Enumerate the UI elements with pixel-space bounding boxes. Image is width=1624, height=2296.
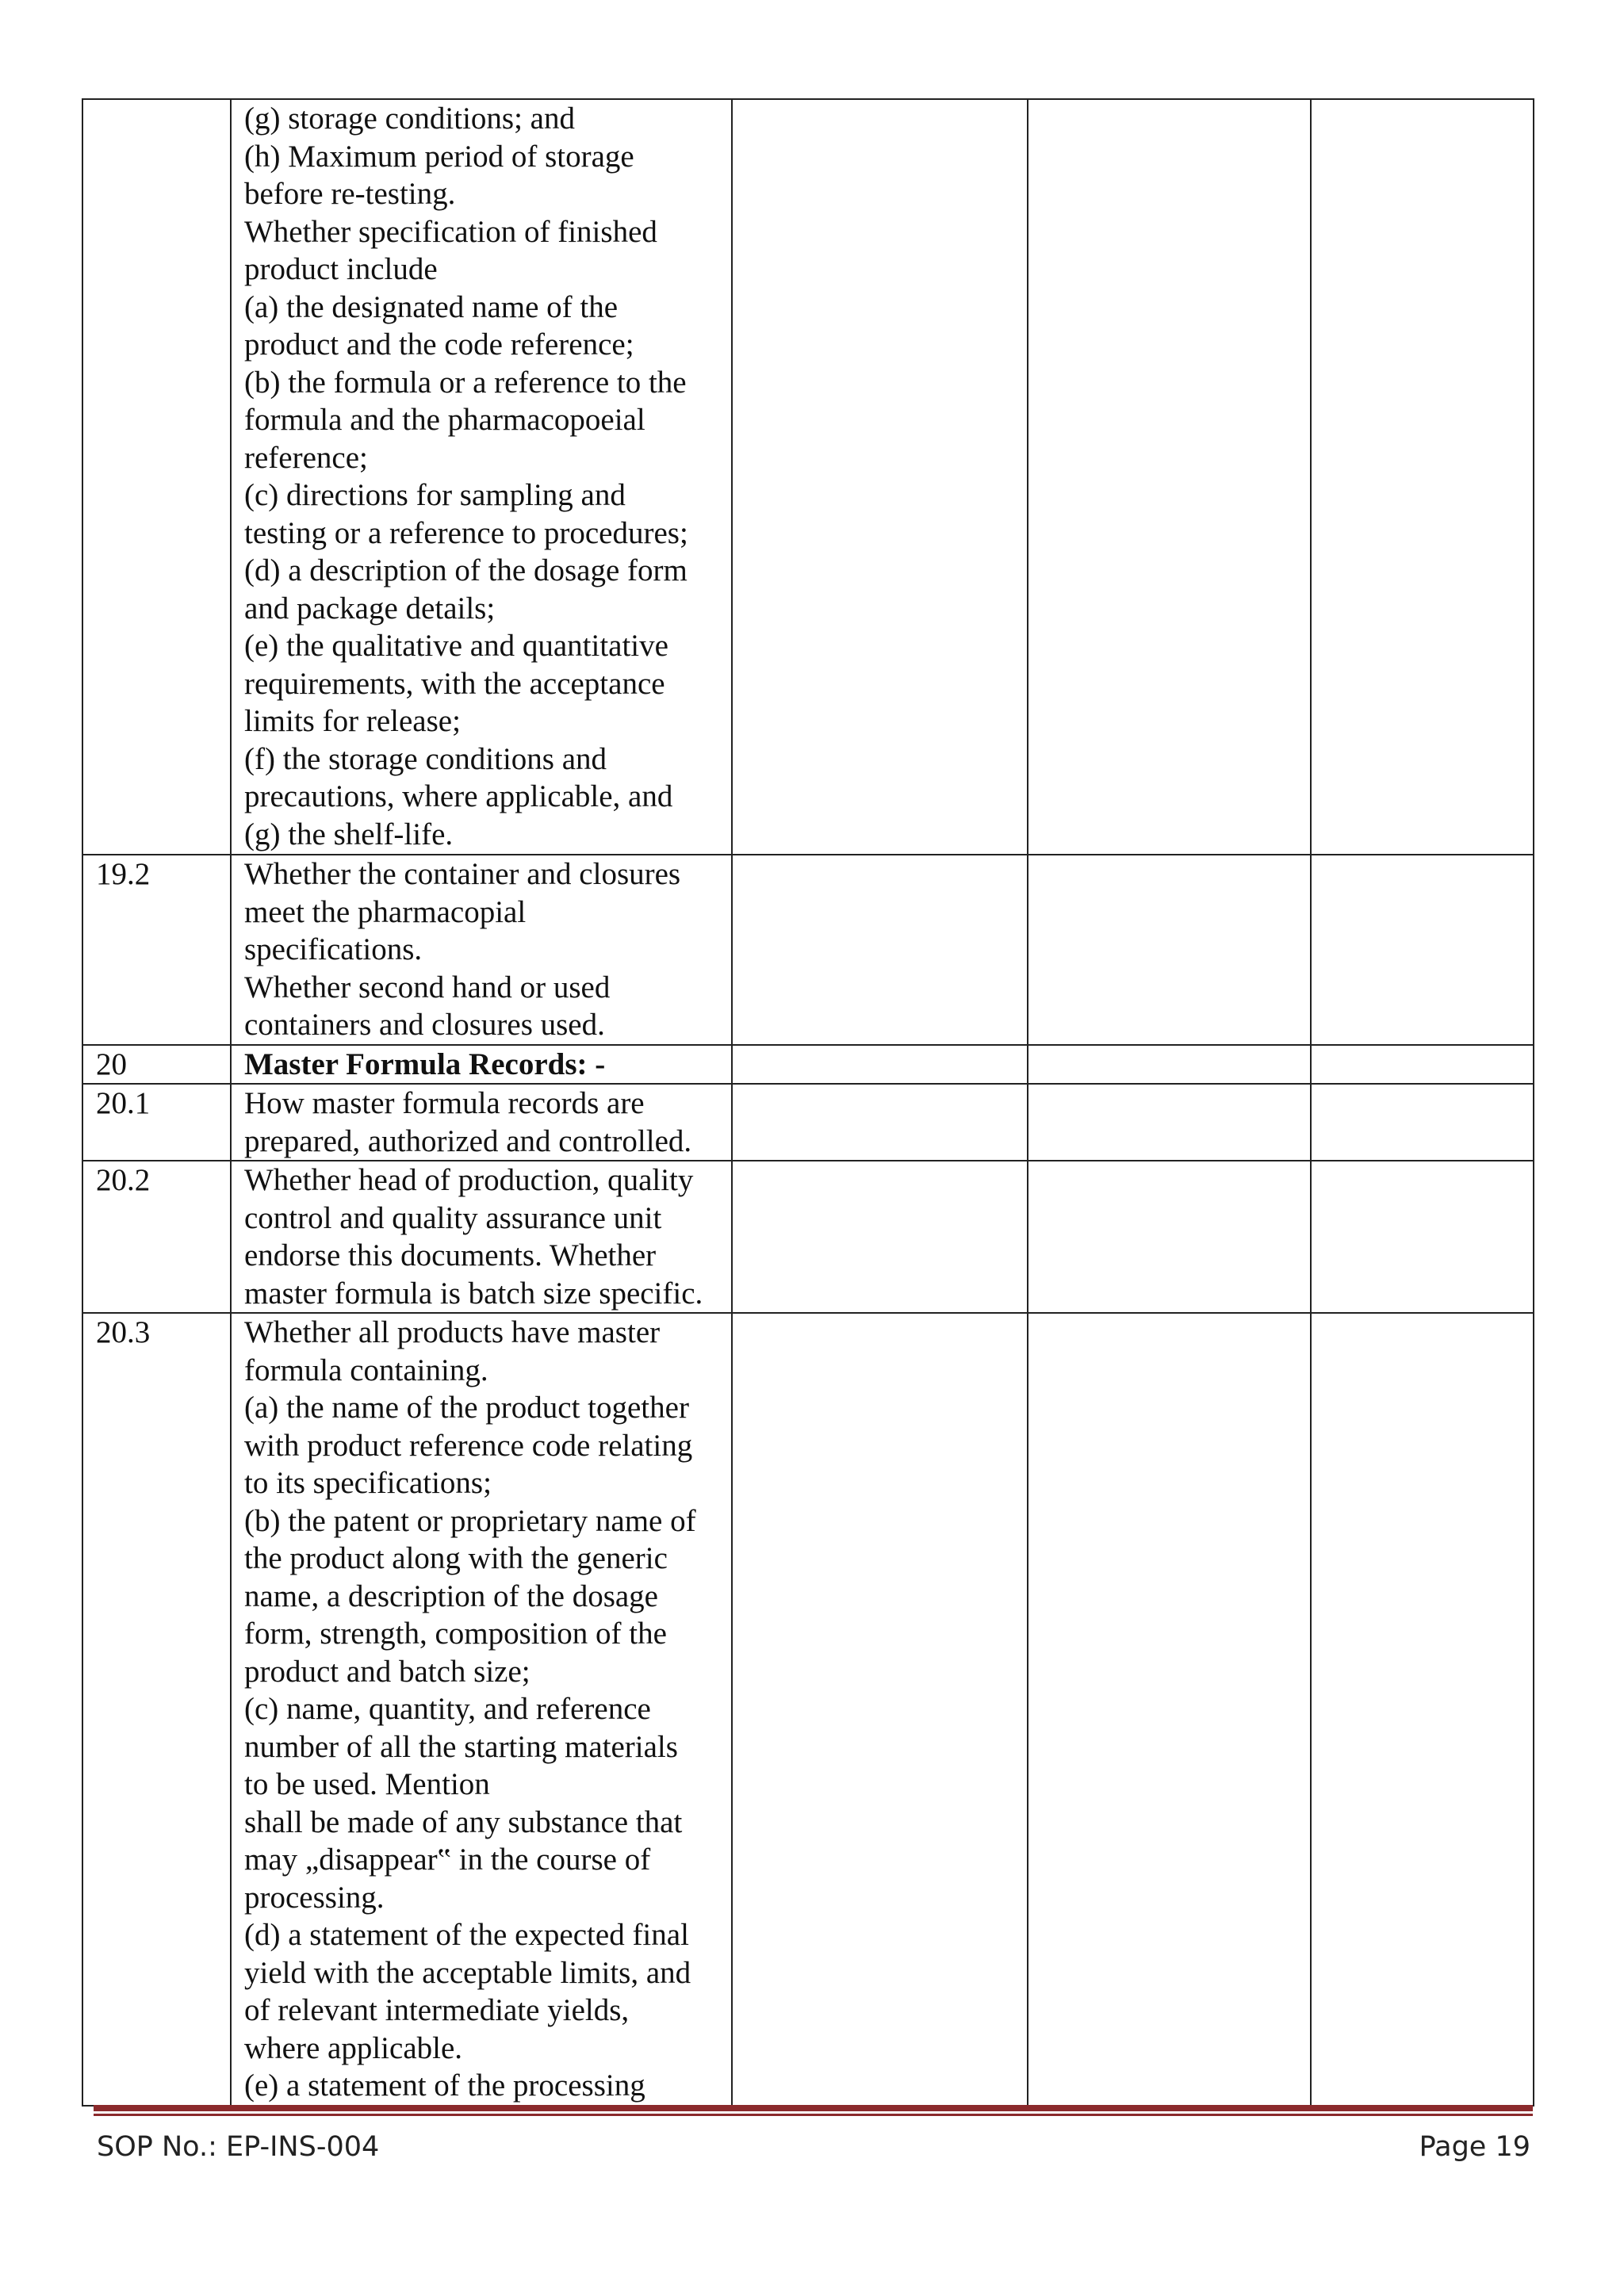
remarks-cell[interactable] (1028, 1313, 1311, 2106)
item-description-cell: Whether the container and closures meet the pharmacopial specifications. Whether second hand or used containers and closures used. (231, 855, 732, 1045)
table-row (82, 99, 1534, 855)
item-description-cell: Whether head of production, quality control and quality assurance unit endorse this documents. Whether master formula is batch size specific. (231, 1161, 732, 1313)
section-heading-cell (231, 1045, 732, 1085)
footer-divider (94, 2105, 1533, 2111)
remarks-cell[interactable] (1028, 1045, 1311, 1085)
compliance-cell[interactable] (1311, 1313, 1534, 2106)
table-row (82, 1045, 1534, 1085)
compliance-cell[interactable] (1311, 1045, 1534, 1085)
section-heading: Master Formula Records: - (244, 1047, 606, 1081)
remarks-cell[interactable] (1028, 99, 1311, 855)
item-number-cell (82, 99, 231, 855)
item-number-cell: 20 (82, 1045, 231, 1085)
remarks-cell[interactable] (1028, 855, 1311, 1045)
response-cell[interactable] (732, 1161, 1028, 1313)
table-row (82, 1313, 1534, 2106)
footer-sop-number: SOP No.: EP-INS-004 (97, 2131, 380, 2163)
footer-divider-thin (94, 2114, 1533, 2116)
item-description-cell: (g) storage conditions; and (h) Maximum period of storage before re-testing. Whether specification of finished product include (a) the designated name of the product and the code reference; (b) the formula or a reference to the formula and the pharmacopoeial reference; (c) directions for sampling and testing or a reference to procedures; (d) a description of the dosage form and package details; (e) the qualitative and quantitative requirements, with the acceptance limits for release; (f) the storage conditions and precautions, where applicable, and (g) the shelf-life. (231, 99, 732, 855)
remarks-cell[interactable] (1028, 1084, 1311, 1161)
footer-page-number: Page 19 (1419, 2131, 1530, 2163)
compliance-cell[interactable] (1311, 1161, 1534, 1313)
item-description-cell: How master formula records are prepared, authorized and controlled. (231, 1084, 732, 1161)
item-number-cell: 20.2 (82, 1161, 231, 1313)
table-row (82, 1084, 1534, 1161)
item-number-cell: 19.2 (82, 855, 231, 1045)
response-cell[interactable] (732, 855, 1028, 1045)
response-cell[interactable] (732, 1084, 1028, 1161)
checklist-table (82, 98, 1534, 2107)
item-number-cell: 20.1 (82, 1084, 231, 1161)
item-description-cell: Whether all products have master formula containing. (a) the name of the product together with product reference code relating to its specifications; (b) the patent or proprietary name of the product along with the generic name, a description of the dosage form, strength, composition of the product and batch size; (c) name, quantity, and reference number of all the starting materials to be used. Mention shall be made of any substance that may „disappear‟ in the course of processing. (d) a statement of the expected final yield with the acceptable limits, and of relevant intermediate yields, where applicable. (e) a statement of the processing (231, 1313, 732, 2106)
table-row (82, 1161, 1534, 1313)
response-cell[interactable] (732, 1313, 1028, 2106)
item-number-cell: 20.3 (82, 1313, 231, 2106)
remarks-cell[interactable] (1028, 1161, 1311, 1313)
compliance-cell[interactable] (1311, 1084, 1534, 1161)
table-row (82, 855, 1534, 1045)
response-cell[interactable] (732, 99, 1028, 855)
compliance-cell[interactable] (1311, 855, 1534, 1045)
response-cell[interactable] (732, 1045, 1028, 1085)
compliance-cell[interactable] (1311, 99, 1534, 855)
